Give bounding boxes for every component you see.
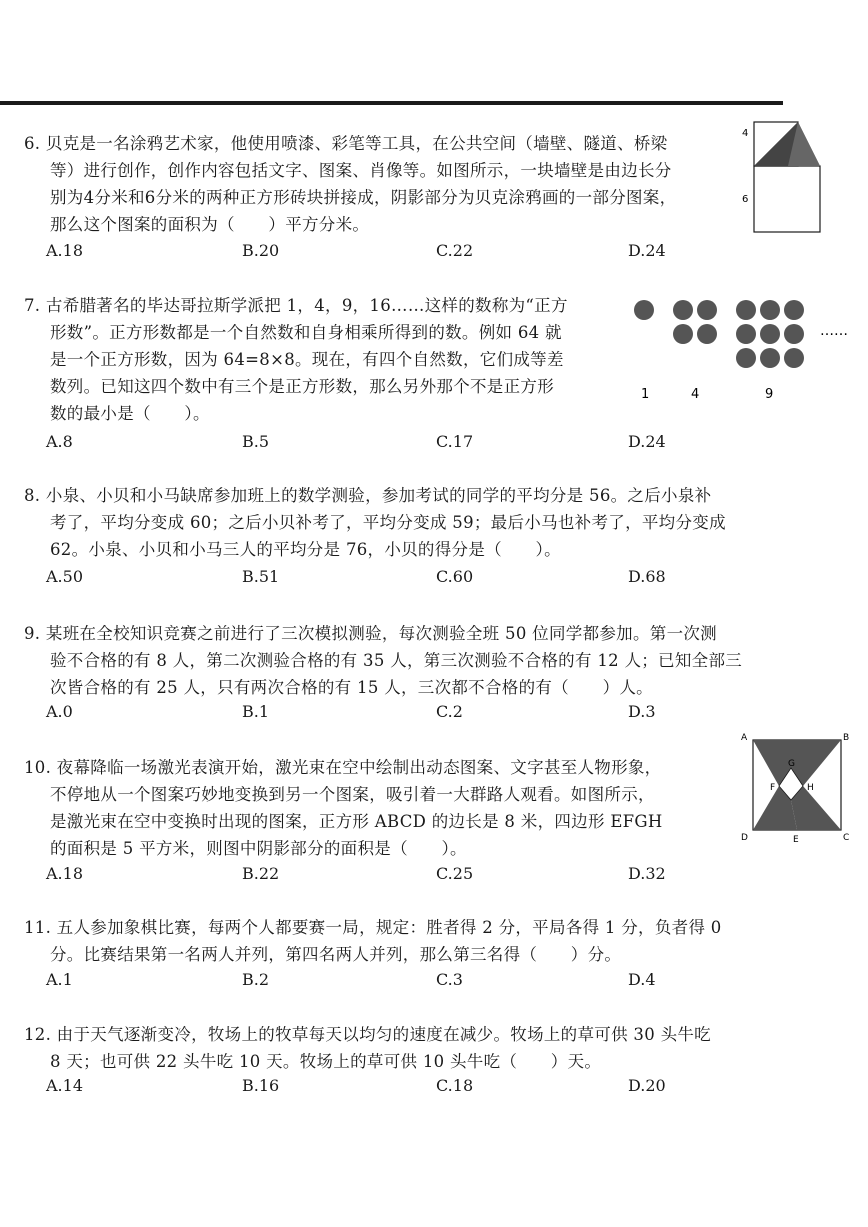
question-8-options [46,567,686,593]
option-a[interactable]: A.14 [46,1076,83,1095]
label-f: F [770,783,776,793]
question-11 [24,914,722,968]
question-8-line-3: 62。小泉、小贝和小马三人的平均分是 76，小贝的得分是（ ）。 [50,540,561,559]
label-6: 6 [742,194,749,205]
label-1: 1 [641,387,650,402]
option-d[interactable]: D.24 [628,241,666,260]
question-12-line-2: 8 天；也可供 22 头牛吃 10 天。牧场上的草可供 10 头牛吃（ ）天。 [50,1052,602,1071]
question-10-line-1: 10. 夜幕降临一场激光表演开始，激光束在空中绘制出动态图案、文字甚至人物形象， [24,758,662,777]
question-12-options [46,1076,686,1102]
option-b[interactable]: B.51 [242,567,280,586]
option-b[interactable]: B.20 [242,241,280,260]
question-7-line-2: 形数”。正方形数都是一个自然数和自身相乘所得到的数。例如 64 就 [50,323,562,342]
ellipsis: …… [820,323,848,339]
question-7-line-4: 数列。已知这四个数中有三个是正方形数，那么另外那个不是正方形 [50,377,554,396]
label-d: D [741,833,748,843]
option-d[interactable]: D.68 [628,567,666,586]
option-b[interactable]: B.2 [242,970,270,989]
question-7-line-3: 是一个正方形数，因为 64=8×8。现在，有四个自然数，它们成等差 [50,350,564,369]
header-rule [0,101,783,105]
option-c[interactable]: C.25 [436,864,474,883]
option-d[interactable]: D.24 [628,432,666,451]
question-7-line-5: 数的最小是（ ）。 [50,404,210,423]
option-b[interactable]: B.22 [242,864,280,883]
label-h: H [807,783,814,793]
label-4: 4 [691,387,700,402]
question-7 [24,292,568,427]
option-b[interactable]: B.1 [242,702,270,721]
question-9-line-2: 验不合格的有 8 人，第二次测验合格的有 35 人，第三次测验不合格的有 12 人；已知全部三 [50,651,743,670]
option-a[interactable]: A.0 [46,702,73,721]
label-g: G [788,759,795,769]
question-8-line-1: 8. 小泉、小贝和小马缺席参加班上的数学测验，参加考试的同学的平均分是 56。之后小泉补 [24,486,712,505]
option-c[interactable]: C.17 [436,432,474,451]
question-11-line-1: 11. 五人参加象棋比赛，每两个人都要赛一局，规定：胜者得 2 分，平局各得 1 分，负者得 0 [24,918,722,937]
option-d[interactable]: D.32 [628,864,666,883]
option-d[interactable]: D.20 [628,1076,666,1095]
question-6-wall-figure [740,112,836,236]
question-7-line-1: 7. 古希腊著名的毕达哥拉斯学派把 1，4，9，16……这样的数称为“正方 [24,296,568,315]
question-6-line-2: 等）进行创作，创作内容包括文字、图案、肖像等。如图所示，一块墙壁是由边长分 [50,161,672,180]
question-11-options [46,970,686,996]
question-9-line-3: 次皆合格的有 25 人，只有两次合格的有 15 人，三次都不合格的有（ ）人。 [50,678,653,697]
question-10-line-2: 不停地从一个图案巧妙地变换到另一个图案，吸引着一大群路人观看。如图所示， [50,785,655,804]
question-12 [24,1021,711,1075]
question-7-options [46,432,686,458]
option-c[interactable]: C.18 [436,1076,474,1095]
label-4: 4 [742,128,749,139]
label-c: C [843,833,850,843]
question-10-line-3: 是激光束在空中变换时出现的图案，正方形 ABCD 的边长是 8 米，四边形 EFGH [50,812,663,831]
question-6 [24,130,676,238]
option-a[interactable]: A.18 [46,864,83,883]
question-11-line-2: 分。比赛结果第一名两人并列，第四名两人并列，那么第三名得（ ）分。 [50,945,622,964]
question-10 [24,754,663,862]
question-9 [24,620,742,701]
option-d[interactable]: D.3 [628,702,656,721]
question-6-line-3: 别为4分米和6分米的两种正方形砖块拼接成，阴影部分为贝克涂鸦画的一部分图案， [50,188,677,207]
question-8-line-2: 考了，平均分变成 60；之后小贝补考了，平均分变成 59；最后小马也补考了，平均分变成 [50,513,726,532]
question-6-options [46,241,686,267]
question-10-options [46,864,686,890]
option-a[interactable]: A.1 [46,970,73,989]
option-a[interactable]: A.8 [46,432,73,451]
question-8 [24,482,726,563]
option-c[interactable]: C.60 [436,567,474,586]
label-e: E [793,835,799,845]
label-9: 9 [765,387,774,402]
option-c[interactable]: C.2 [436,702,463,721]
option-c[interactable]: C.22 [436,241,474,260]
question-6-line-1: 6. 贝克是一名涂鸦艺术家，他使用喷漆、彩笔等工具，在公共空间（墙壁、隧道、桥梁 [24,134,668,153]
label-b: B [843,733,850,743]
option-c[interactable]: C.3 [436,970,463,989]
question-9-options [46,702,686,728]
option-b[interactable]: B.16 [242,1076,280,1095]
label-a: A [741,733,748,743]
option-a[interactable]: A.18 [46,241,83,260]
question-12-line-1: 12. 由于天气逐渐变冷，牧场上的牧草每天以均匀的速度在减少。牧场上的草可供 30 头牛吃 [24,1025,711,1044]
option-d[interactable]: D.4 [628,970,656,989]
question-7-square-dots-figure [625,290,860,410]
question-10-line-4: 的面积是 5 平方米，则图中阴影部分的面积是（ ）。 [50,839,467,858]
question-10-laser-figure [735,728,853,848]
question-6-line-4: 那么这个图案的面积为（ ）平方分米。 [50,215,370,234]
option-b[interactable]: B.5 [242,432,270,451]
option-a[interactable]: A.50 [46,567,83,586]
question-9-line-1: 9. 某班在全校知识竞赛之前进行了三次模拟测验，每次测验全班 50 位同学都参加。第一次测 [24,624,717,643]
